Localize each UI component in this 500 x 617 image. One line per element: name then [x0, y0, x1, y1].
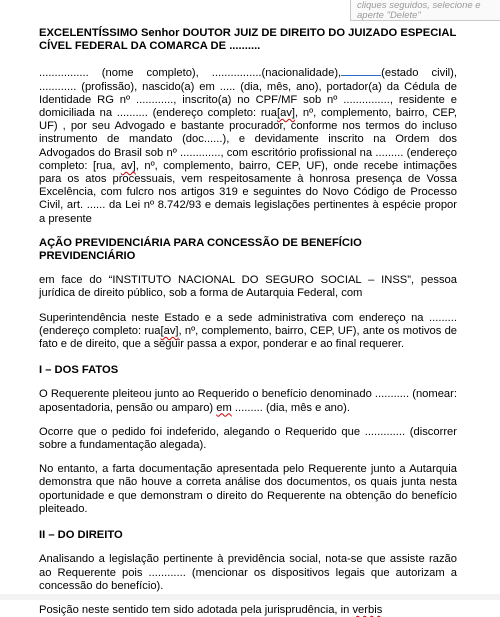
facts-paragraph-3: No entanto, a farta documentação apresentada pelo Requerente junto a Autarquia demonstra que não houve a correta análise dos documentos, os quais junta nesta oportunidade e que demonstram o direito do Requerente na obtenção do benefício pleiteado.	[39, 463, 457, 515]
spelling-flag-em: em	[216, 401, 232, 414]
superintendencia-text-a: Superintendência neste Estado e a sede administrativa com endereço na ......... (endereço completo: rua	[39, 311, 457, 337]
court-header-line-1: EXCELENTÍSSIMO Senhor DOUTOR JUIZ DE DIREITO DO JUIZADO ESPECIAL	[39, 27, 457, 39]
facts-text-b: ......... (dia, mês e ano).	[234, 401, 350, 414]
court-header-line-2: CÍVEL FEDERAL DA COMARCA DE ..........	[39, 40, 261, 53]
defendant-paragraph: em face do “INSTITUTO NACIONAL DO SEGURO SOCIAL – INSS”, pessoa jurídica de direito público, sob a forma de Autarquia Federal, com	[39, 274, 457, 300]
action-title: AÇÃO PREVIDENCIÁRIA PARA CONCESSÃO DE BENEFÍCIO PREVIDENCIÁRIO	[39, 236, 362, 263]
qualification-text-d: , nº, complemento, bairro, CEP, UF), onde recebe intimações para os atos processuais, vem respeitosamente à honrosa presença de Vossa Excelência, com fulcro nos artigos 319 e seguintes do Novo Código de Processo Civil, art. ...... da Lei nº 8.742/93 e demais legislações pertinentes à espécie propor a presente	[39, 159, 457, 225]
superintendencia-paragraph	[39, 312, 457, 352]
law-paragraph-1: Analisando a legislação pertinente à previdência social, nota-se que assiste razão ao Requerente pois ............ (mencionar os dispositivos legais que autorizam a concessão do benefício).	[39, 553, 457, 592]
field-blank-marker	[341, 66, 381, 76]
spelling-flag-av: av]	[120, 159, 136, 172]
court-header	[39, 27, 457, 53]
qualification-text-b: (estado civil), ............ (profissão), nascido(a) em ..... (dia, mês, ano), portador(a) da Cédula de Identidade RG nº ............, inscrito(a) no CPF/MF sob nº ..............., residente e domiciliada na .......... (endereço completo: rua	[39, 67, 457, 120]
qualification-text-c: , nº, complemento, bairro, CEP, UF) , por seu Advogado e bastante procurador, conforme nos termos do incluso instrumento de mandato (doc......), e devidamente inscrito na Ordem dos Advogados do Brasil sob nº ............., com escritório profissional na ......... (endereço completo: [rua,	[39, 107, 457, 172]
qualification-text-a: ................ (nome completo), ................(nacionalidade),	[39, 67, 342, 80]
law-text-a: Posição neste sentido tem sido adotada pela jurisprudência, in	[39, 603, 350, 616]
superintendencia-text-b: , nº, complemento, bairro, CEP, UF), ante os motivos de fato e de direito, que a seguir passa a expor, ponderar e ao final requerer.	[39, 324, 458, 351]
tooltip-line-2: aperte "Delete"	[357, 10, 421, 21]
spelling-flag-av: [av]	[277, 107, 296, 120]
qualification-paragraph	[39, 66, 457, 225]
law-paragraph-2	[39, 604, 457, 617]
section-title-law: II – DO DIREITO	[39, 529, 123, 542]
document-body[interactable]	[39, 27, 457, 617]
section-title-facts: I – DOS FATOS	[39, 364, 119, 377]
tooltip-hint	[350, 0, 500, 21]
spelling-flag-verbis: verbis	[352, 603, 383, 616]
facts-paragraph-1	[39, 388, 457, 414]
page-bottom-edge	[0, 594, 500, 600]
facts-paragraph-2: Ocorre que o pedido foi indeferido, alegando o Requerido que ............. (discorrer sobre a fundamentação alegada).	[39, 425, 457, 452]
facts-text-a: O Requerente pleiteou junto ao Requerido o benefício denominado ........... (nomear: aposentadoria, pensão ou amparo)	[39, 388, 457, 414]
tooltip-line-1: cliques seguidos, selecione e	[357, 0, 481, 11]
spelling-flag-av: [av]	[160, 324, 179, 337]
